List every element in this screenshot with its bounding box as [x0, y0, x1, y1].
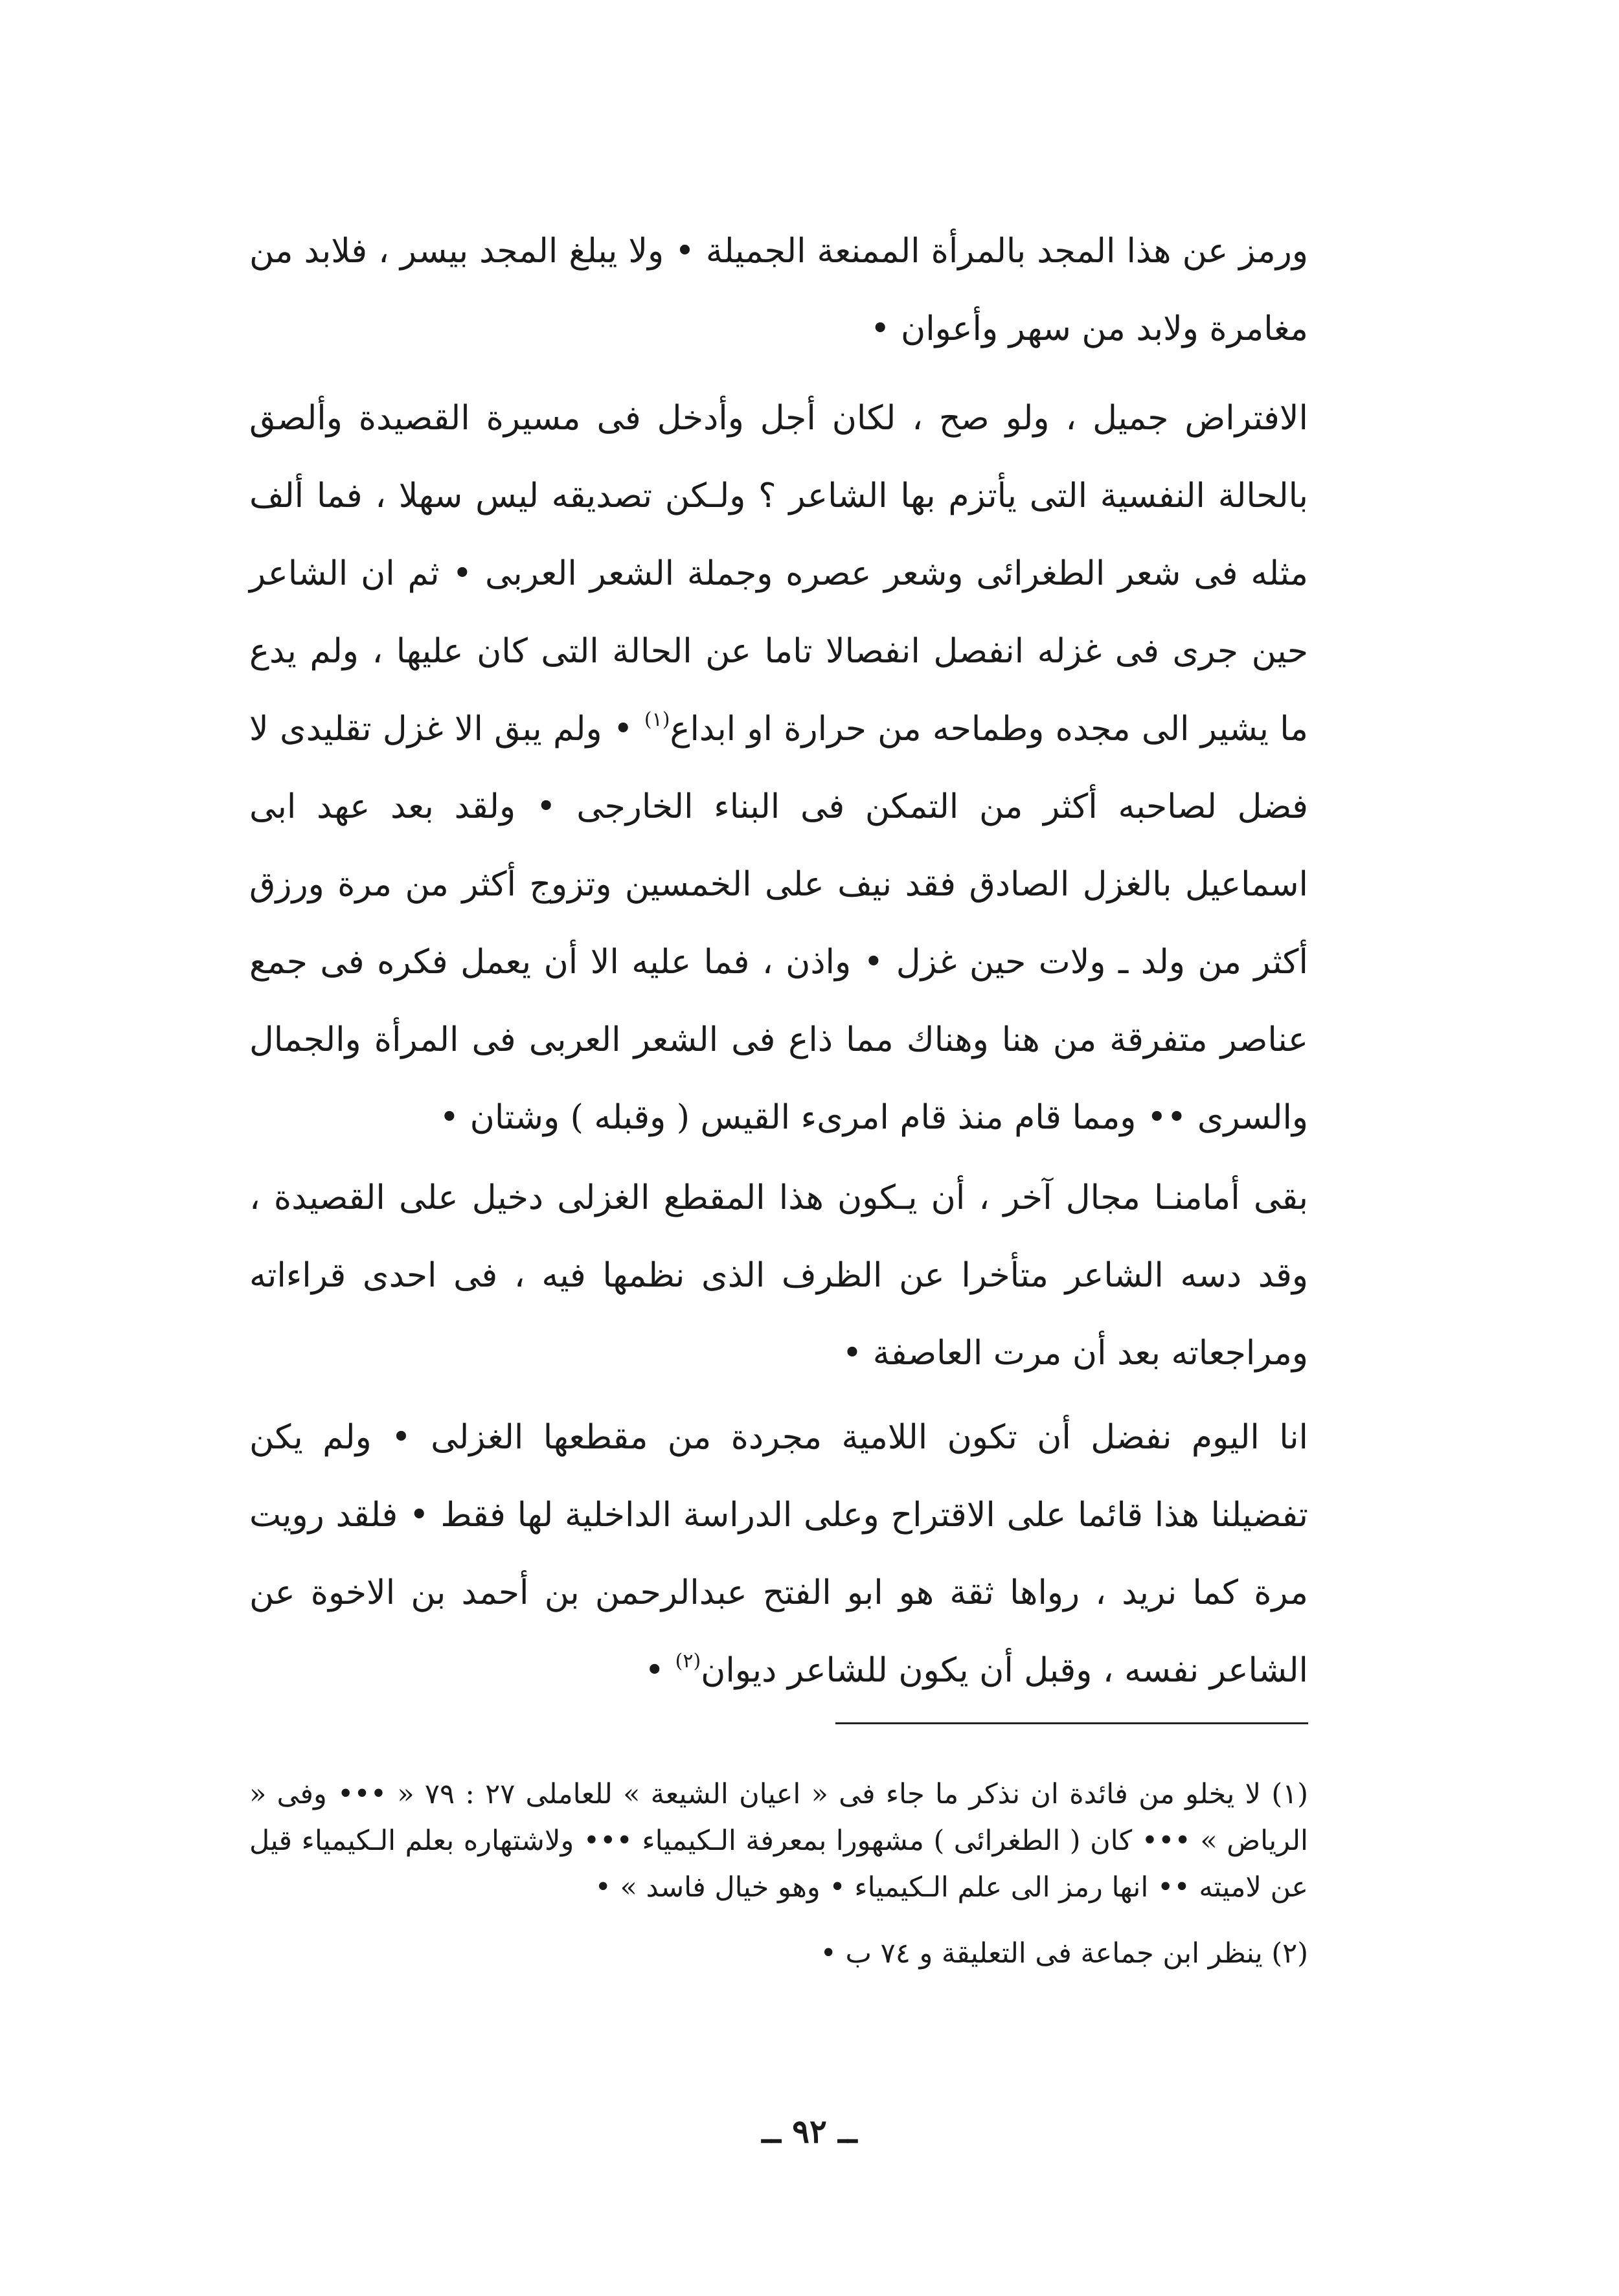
footnote-divider	[835, 1722, 1308, 1724]
paragraph-2-text-part-1: الافتراض جميل ، ولو صح ، لكان أجل وأدخل فى مسيرة القصيدة وألصق بالحالة النفسية التى يأتزم بها الشاعر ؟ ولـكن تصديقه ليس سهلا ، فما ألف مثله فى شعر الطغرائى وشعر عصره وجملة الشعر العربى • ثم ان الشاعر حين جرى فى غزله انفصل انفصالا تاما عن الحالة التى كان عليها ، ولم يدع ما يشير الى مجده وطماحه من حرارة او ابداع	[249, 399, 1308, 748]
paragraph-3	[249, 1159, 1308, 1392]
footnote-2: (٢) ينظر ابن جماعة فى التعليقة و ٧٤ ب •	[820, 1937, 1308, 1970]
page-number: ــ ٩٢ ــ	[762, 2112, 857, 2150]
paragraph-1-text: ورمز عن هذا المجد بالمرأة الممنعة الجميلة • ولا يبلغ المجد بيسر ، فلابد من مغامرة ولابد من سهر وأعوان •	[249, 232, 1308, 348]
paragraph-2	[249, 379, 1308, 1156]
paragraph-2-text-part-2: • ولم يبق الا غزل تقليدى لا فضل لصاحبه أكثر من التمكن فى البناء الخارجى • ولقد بعد عهد ابى اسماعيل بالغزل الصادق فقد نيف على الخمسين وتزوج أكثر من مرة ورزق أكثر من ولد ـ ولات حين غزل • واذن ، فما عليه الا أن يعمل فكره فى جمع عناصر متفرقة من هنا وهناك مما ذاع فى الشعر العربى فى المرأة والجمال والسرى •• ومما قام منذ قام امرىء القيس ( وقبله ) وشتان •	[249, 710, 1308, 1137]
footnote-1: (١) لا يخلو من فائدة ان نذكر ما جاء فى « اعيان الشيعة » للعاملى ٢٧ : ٧٩ « ••• وفى « الرياض » ••• كان ( الطغرائى ) مشهورا بمعرفة الـكيمياء ••• ولاشتهاره بعلم الـكيمياء قيل عن لاميته •• انها رمز الى علم الـكيمياء • وهو خيال فاسد » •	[249, 1778, 1309, 1904]
paragraph-4-text-part-2: •	[644, 1651, 675, 1690]
footnotes	[249, 1771, 1308, 1977]
footnote-ref-1: (١)	[644, 708, 670, 731]
footnote-ref-2: (٢)	[675, 1650, 701, 1672]
paragraph-4-text	[249, 1399, 1308, 1709]
paragraph-4-text-part-1: انا اليوم نفضل أن تكون اللامية مجردة من مقطعها الغزلى • ولم يكن تفضيلنا هذا قائما على الاقتراح وعلى الدراسة الداخلية لها فقط • فلقد رويت مرة كما نريد ، رواها ثقة هو ابو الفتح عبدالرحمن بن أحمد بن الاخوة عن الشاعر نفسه ، وقبل أن يكون للشاعر ديوان	[249, 1418, 1308, 1690]
paragraph-2-text	[249, 379, 1308, 1156]
paragraph-1	[249, 212, 1308, 368]
paragraph-3-text: بقى أمامنـا مجال آخر ، أن يـكون هذا المقطع الغزلى دخيل على القصيدة ، وقد دسه الشاعر متأخرا عن الظرف الذى نظمها فيه ، فى احدى قراءاته ومراجعاته بعد أن مرت العاصفة •	[249, 1178, 1308, 1373]
paragraph-4	[249, 1399, 1308, 1709]
